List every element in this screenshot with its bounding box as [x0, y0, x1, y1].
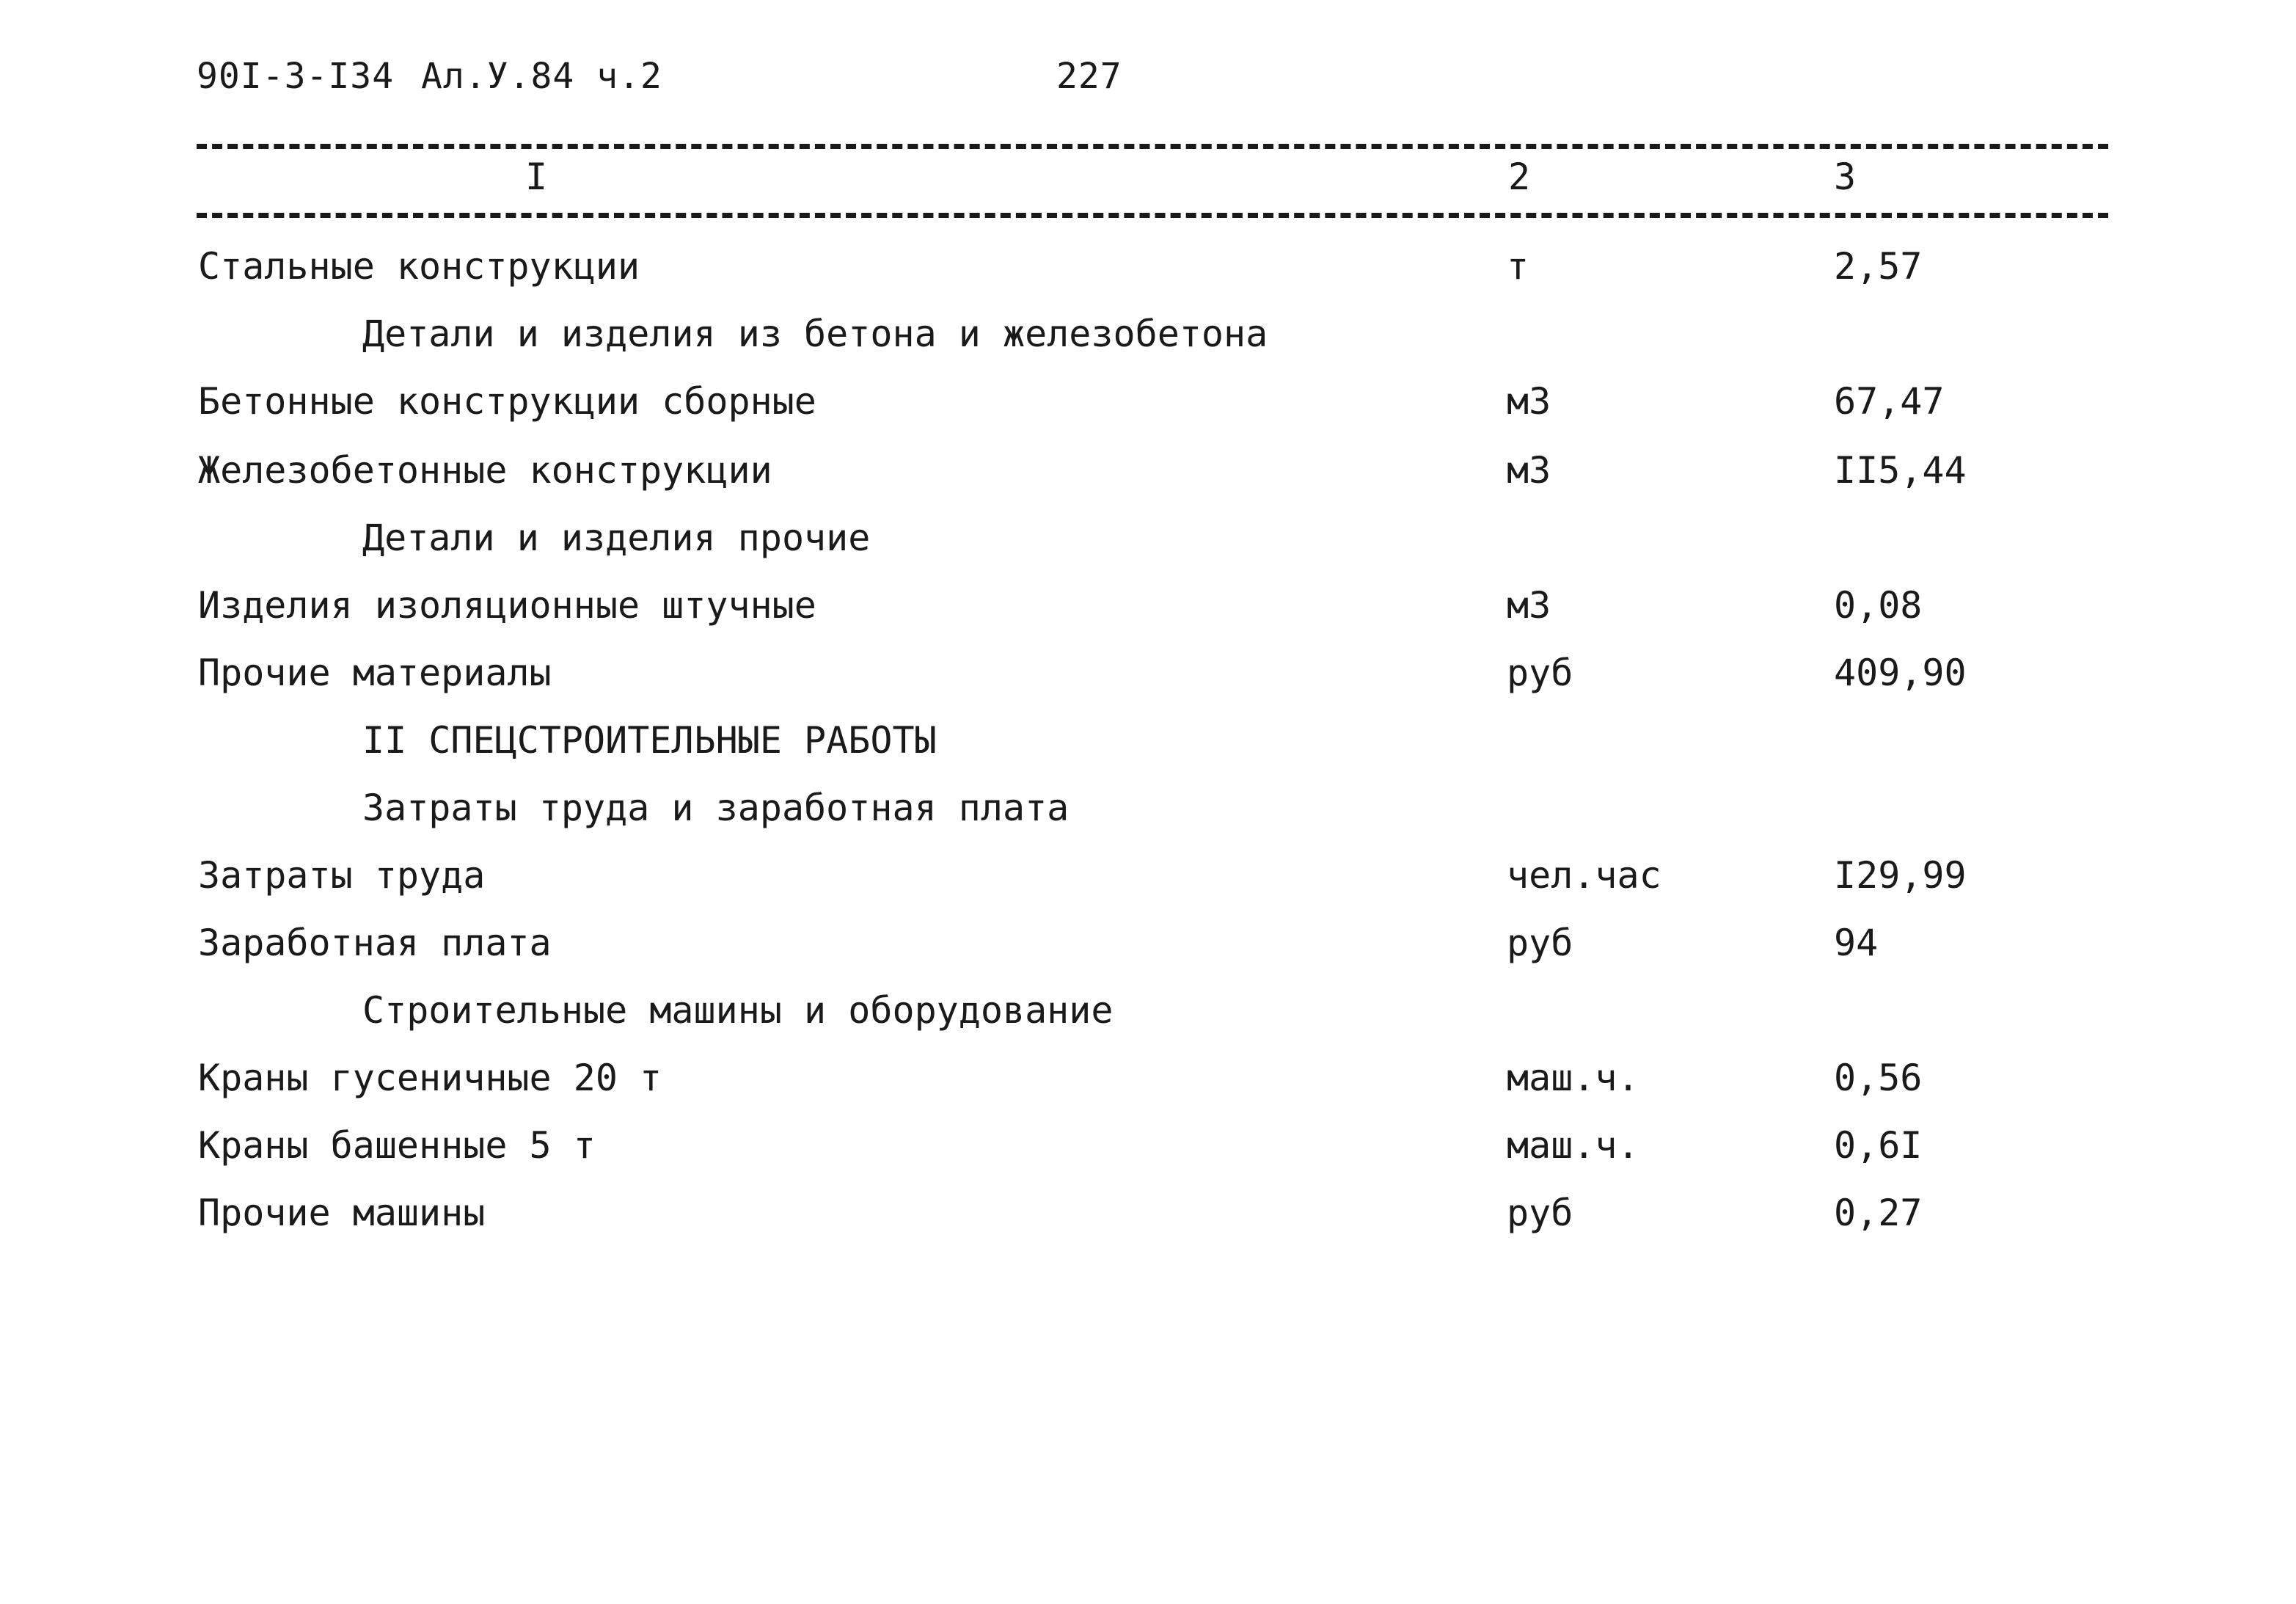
row-quantity: 94 — [1834, 922, 1879, 964]
column-header-3: 3 — [1834, 156, 1857, 198]
row-name: Изделия изоляционные штучные — [198, 584, 816, 627]
table-row — [0, 922, 2296, 966]
row-name: Затраты труда — [198, 854, 486, 897]
row-name: Стальные конструкции — [198, 245, 640, 288]
table-row — [0, 245, 2296, 289]
row-quantity: II5,44 — [1834, 449, 1967, 492]
column-header-1: I — [525, 156, 548, 198]
section-heading — [0, 313, 2296, 357]
album-reference: Ал.У.84 ч.2 — [421, 56, 662, 97]
row-quantity: 0,08 — [1834, 584, 1923, 627]
row-name: Железобетонные конструкции — [198, 449, 772, 492]
row-name: Краны гусеничные 20 т — [198, 1057, 662, 1099]
row-unit: маш.ч. — [1507, 1124, 1639, 1167]
row-quantity: 0,56 — [1834, 1057, 1923, 1099]
section-title: Детали и изделия из бетона и железобетона — [362, 313, 1268, 355]
table-header-rule — [197, 213, 2108, 218]
table-row — [0, 380, 2296, 424]
row-unit: руб — [1507, 652, 1573, 694]
table-top-rule — [197, 144, 2108, 149]
section-heading — [0, 719, 2296, 763]
row-unit: руб — [1507, 1192, 1573, 1234]
row-unit: т — [1507, 245, 1529, 288]
table-row — [0, 854, 2296, 898]
row-quantity: 0,6I — [1834, 1124, 1923, 1167]
column-header-2: 2 — [1508, 156, 1531, 198]
row-quantity: 2,57 — [1834, 245, 1923, 288]
table-row — [0, 1192, 2296, 1236]
table-row — [0, 584, 2296, 628]
table-row — [0, 449, 2296, 493]
document-code: 90I-3-I34 — [197, 56, 395, 97]
row-quantity: I29,99 — [1834, 854, 1967, 897]
section-heading — [0, 989, 2296, 1033]
row-unit: руб — [1507, 922, 1573, 964]
section-heading — [0, 517, 2296, 561]
row-unit: м3 — [1507, 449, 1551, 492]
row-quantity: 67,47 — [1834, 380, 1945, 423]
row-name: Бетонные конструкции сборные — [198, 380, 816, 423]
section-title: II СПЕЦСТРОИТЕЛЬНЫЕ РАБОТЫ — [362, 719, 937, 762]
row-name: Краны башенные 5 т — [198, 1124, 596, 1167]
row-name: Заработная плата — [198, 922, 552, 964]
row-unit: м3 — [1507, 584, 1551, 627]
page-number: 227 — [1056, 56, 1122, 97]
row-quantity: 0,27 — [1834, 1192, 1923, 1234]
section-title: Затраты труда и заработная плата — [362, 787, 1070, 829]
section-title: Строительные машины и оборудование — [362, 989, 1114, 1032]
row-unit: м3 — [1507, 380, 1551, 423]
row-name: Прочие машины — [198, 1192, 486, 1234]
row-quantity: 409,90 — [1834, 652, 1967, 694]
section-heading — [0, 787, 2296, 831]
section-title: Детали и изделия прочие — [362, 517, 871, 559]
row-unit: чел.час — [1507, 854, 1661, 897]
table-row — [0, 1124, 2296, 1168]
table-row — [0, 652, 2296, 696]
row-unit: маш.ч. — [1507, 1057, 1639, 1099]
row-name: Прочие материалы — [198, 652, 552, 694]
table-row — [0, 1057, 2296, 1101]
